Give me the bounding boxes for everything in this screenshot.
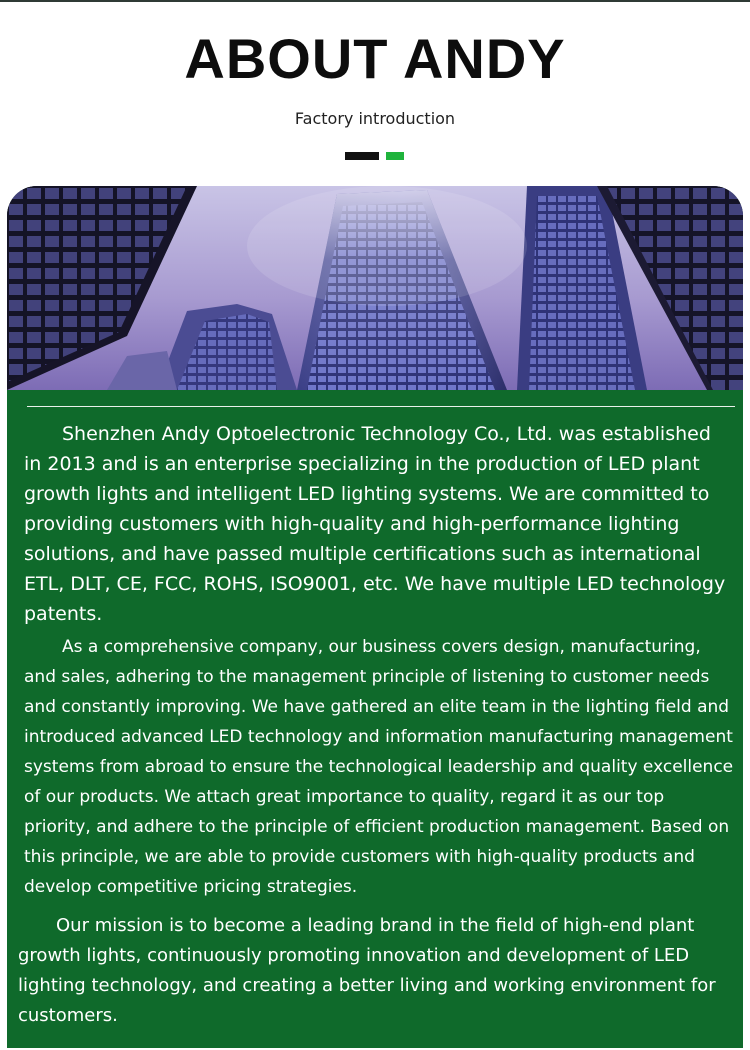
intro-paragraph-1: Shenzhen Andy Optoelectronic Technology Co., Ltd. was established in 2013 and is an enterprise specializing in the production of LED plant growth lights and intelligent LED lighting systems. We are committed to providing customers with high-quality and high-performance lighting solutions, and have passed multiple certifications such as international ETL, DLT, CE, FCC, ROHS, ISO9001, etc. We have multiple LED technology patents. (24, 423, 726, 625)
content-divider (27, 406, 735, 407)
about-card (7, 186, 743, 1048)
intro-paragraph-3: Our mission is to become a leading brand in the field of high-end plant growth lights, continuously promoting innovation and development of LED lighting technology, and creating a better living and working environment for customers. (18, 915, 716, 1026)
intro-text-panel (7, 390, 743, 1048)
page-title: ABOUT ANDY (184, 27, 566, 90)
page-subtitle: Factory introduction (294, 109, 456, 128)
intro-paragraph-2: As a comprehensive company, our business covers design, manufacturing, and sales, adhering to the management principle of listening to customer needs and constantly improving. We have gathered an elite team in the lighting field and introduced advanced LED technology and information manufacturing management systems from abroad to ensure the technological leadership and quality excellence of our products. We attach great importance to quality, regard it as our top priority, and adhere to the principle of efficient production management. Based on this principle, we are able to provide customers with high-quality products and develop competitive pricing strategies. (24, 637, 734, 897)
accent-bar-dark (345, 152, 379, 160)
accent-bar-green (386, 152, 404, 160)
top-divider (0, 0, 750, 2)
banner-image-skyscrapers (7, 186, 743, 390)
